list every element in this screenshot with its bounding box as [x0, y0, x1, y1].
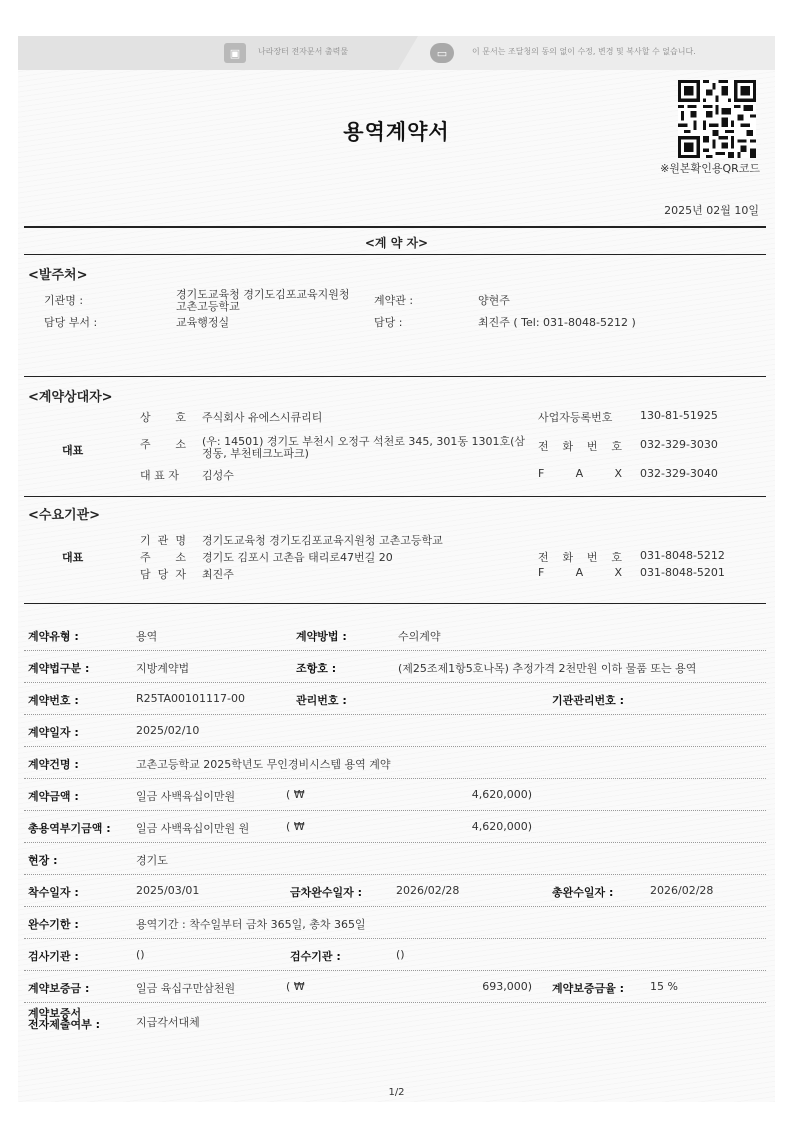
- row-divider: [24, 874, 766, 875]
- demand-agency-label: 기 관 명: [140, 534, 186, 547]
- parties-heading: <계 약 자>: [364, 236, 429, 250]
- document-print-icon: ▣: [224, 43, 246, 63]
- divider: [24, 254, 766, 255]
- acceptance-agency: (): [396, 948, 405, 961]
- deadline: 용역기간 : 착수일부터 금차 365일, 총차 365일: [136, 918, 366, 931]
- inspection-agency-label: 검사기관 :: [28, 950, 79, 963]
- site-label: 현장 :: [28, 854, 58, 867]
- contract-law-label: 계약법구분 :: [28, 662, 90, 675]
- demand-fax: 031-8048-5201: [640, 566, 725, 579]
- demand-agency: 경기도교육청 경기도김포교육지원청 고촌고등학교: [202, 534, 443, 547]
- contractor-fax: 032-329-3040: [640, 467, 718, 480]
- contractor-phone: 032-329-3030: [640, 438, 718, 451]
- row-divider: [24, 938, 766, 939]
- demand-heading: <수요기관>: [28, 508, 101, 523]
- row-divider: [24, 842, 766, 843]
- qr-code: [678, 80, 756, 158]
- total-amount-label: 총용역부기금액 :: [28, 822, 111, 835]
- orderer-dept: 교육행정실: [176, 316, 230, 329]
- bond-label: 계약보증금 :: [28, 982, 90, 995]
- divider: [24, 376, 766, 377]
- clause: (제25조제1항5호나목) 추정가격 2천만원 이하 물품 또는 용역: [398, 662, 697, 675]
- contract-name-label: 계약건명 :: [28, 758, 79, 771]
- contractor-ceo: 김성수: [202, 469, 234, 482]
- contractor-name: 주식회사 유에스시큐리티: [202, 411, 323, 424]
- contract-date: 2025/02/10: [136, 724, 200, 737]
- orderer-heading: <발주처>: [28, 268, 88, 283]
- document-header-bar: [18, 36, 775, 70]
- orderer-dept-label: 담당 부서 :: [44, 316, 98, 329]
- contractor-addr-label: 주 소: [140, 438, 186, 451]
- demand-addr: 경기도 김포시 고촌읍 태리로47번길 20: [202, 551, 393, 564]
- bond-rate: 15 %: [650, 980, 678, 993]
- contract-type-label: 계약유형 :: [28, 630, 79, 643]
- contractor-bizno: 130-81-51925: [640, 409, 718, 422]
- demand-rep-label: 대표: [62, 551, 84, 564]
- demand-phone: 031-8048-5212: [640, 549, 725, 562]
- row-divider: [24, 714, 766, 715]
- contract-number: R25TA00101117-00: [136, 692, 245, 705]
- contractor-addr-line1: (우: 14501) 경기도 부천시 오정구 석천로 345, 301동 1301호(삼: [202, 435, 526, 448]
- header-left-text: 나라장터 전자문서 출력물: [258, 47, 349, 56]
- contractor-rep-label: 대표: [62, 444, 84, 457]
- management-number-label: 관리번호 :: [296, 694, 347, 707]
- contract-name: 고촌고등학교 2025학년도 무인경비시스템 용역 계약: [136, 758, 391, 771]
- demand-manager: 최진주: [202, 568, 234, 581]
- total-amount-number: 4,620,000): [471, 820, 532, 833]
- this-completion-date-label: 금차완수일자 :: [290, 886, 362, 899]
- deadline-label: 완수기한 :: [28, 918, 79, 931]
- qr-code-label: ※원본확인용QR코드: [660, 162, 760, 175]
- inspection-agency: (): [136, 948, 145, 961]
- document-page: [18, 36, 775, 1102]
- contract-amount-currency: ( ₩: [286, 788, 305, 801]
- contract-method-label: 계약방법 :: [296, 630, 347, 643]
- divider: [24, 226, 766, 228]
- site: 경기도: [136, 854, 168, 867]
- bond-certificate: 지급각서대체: [136, 1016, 200, 1029]
- row-divider: [24, 1002, 766, 1003]
- row-divider: [24, 810, 766, 811]
- contract-officer: 양현주: [478, 294, 510, 307]
- document-title: 용역계약서: [343, 120, 450, 144]
- total-completion-date: 2026/02/28: [650, 884, 714, 897]
- contractor-addr-line2: 정동, 부천테크노파크): [202, 447, 309, 460]
- bond-number: 693,000): [482, 980, 532, 993]
- header-notice-text: 이 문서는 조달청의 동의 없이 수정, 변경 및 복사할 수 없습니다.: [472, 47, 696, 56]
- contract-amount-number: 4,620,000): [471, 788, 532, 801]
- contractor-ceo-label: 대 표 자: [140, 469, 179, 482]
- start-date-label: 착수일자 :: [28, 886, 79, 899]
- contract-amount-words: 일금 사백육십이만원: [136, 790, 236, 803]
- total-amount-words: 일금 사백육십이만원 원: [136, 822, 250, 835]
- demand-manager-label: 담 당 자: [140, 568, 186, 581]
- demand-phone-label: 전 화 번 호: [538, 551, 622, 564]
- contract-date-label: 계약일자 :: [28, 726, 79, 739]
- row-divider: [24, 746, 766, 747]
- agency-management-number-label: 기관관리번호 :: [552, 694, 624, 707]
- contract-officer-label: 계약관 :: [374, 294, 414, 307]
- divider: [24, 603, 766, 604]
- contract-amount-label: 계약금액 :: [28, 790, 79, 803]
- row-divider: [24, 778, 766, 779]
- bond-certificate-label-line2: 전자제출여부 :: [28, 1018, 100, 1031]
- contractor-fax-label: F A X: [538, 467, 622, 480]
- this-completion-date: 2026/02/28: [396, 884, 460, 897]
- bond-rate-label: 계약보증금율 :: [552, 982, 624, 995]
- demand-addr-label: 주 소: [140, 551, 186, 564]
- contractor-phone-label: 전 화 번 호: [538, 440, 622, 453]
- demand-fax-label: F A X: [538, 566, 622, 579]
- orderer-manager-label: 담당 :: [374, 316, 403, 329]
- orderer-manager: 최진주 ( Tel: 031-8048-5212 ): [478, 316, 636, 329]
- row-divider: [24, 682, 766, 683]
- bond-currency: ( ₩: [286, 980, 305, 993]
- monitor-icon: ▭: [430, 43, 454, 63]
- contract-type: 용역: [136, 630, 158, 643]
- start-date: 2025/03/01: [136, 884, 200, 897]
- contract-date-header: 2025년 02월 10일: [664, 204, 759, 217]
- contract-law: 지방계약법: [136, 662, 190, 675]
- bond-certificate-label-line1: 계약보증서: [28, 1007, 82, 1020]
- contract-method: 수의계약: [398, 630, 441, 643]
- bond-words: 일금 육십구만삼천원: [136, 982, 236, 995]
- contractor-heading: <계약상대자>: [28, 390, 113, 405]
- acceptance-agency-label: 검수기관 :: [290, 950, 341, 963]
- page-number: 1/2: [388, 1087, 405, 1098]
- row-divider: [24, 650, 766, 651]
- divider: [24, 496, 766, 497]
- row-divider: [24, 906, 766, 907]
- orderer-agency-line2: 고촌고등학교: [176, 300, 240, 313]
- row-divider: [24, 970, 766, 971]
- clause-label: 조항호 :: [296, 662, 337, 675]
- total-amount-currency: ( ₩: [286, 820, 305, 833]
- total-completion-date-label: 총완수일자 :: [552, 886, 614, 899]
- contractor-bizno-label: 사업자등록번호: [538, 411, 613, 424]
- contract-number-label: 계약번호 :: [28, 694, 79, 707]
- contractor-name-label: 상 호: [140, 411, 186, 424]
- orderer-agency-label: 기관명 :: [44, 294, 84, 307]
- orderer-agency-line1: 경기도교육청 경기도김포교육지원청: [176, 288, 350, 301]
